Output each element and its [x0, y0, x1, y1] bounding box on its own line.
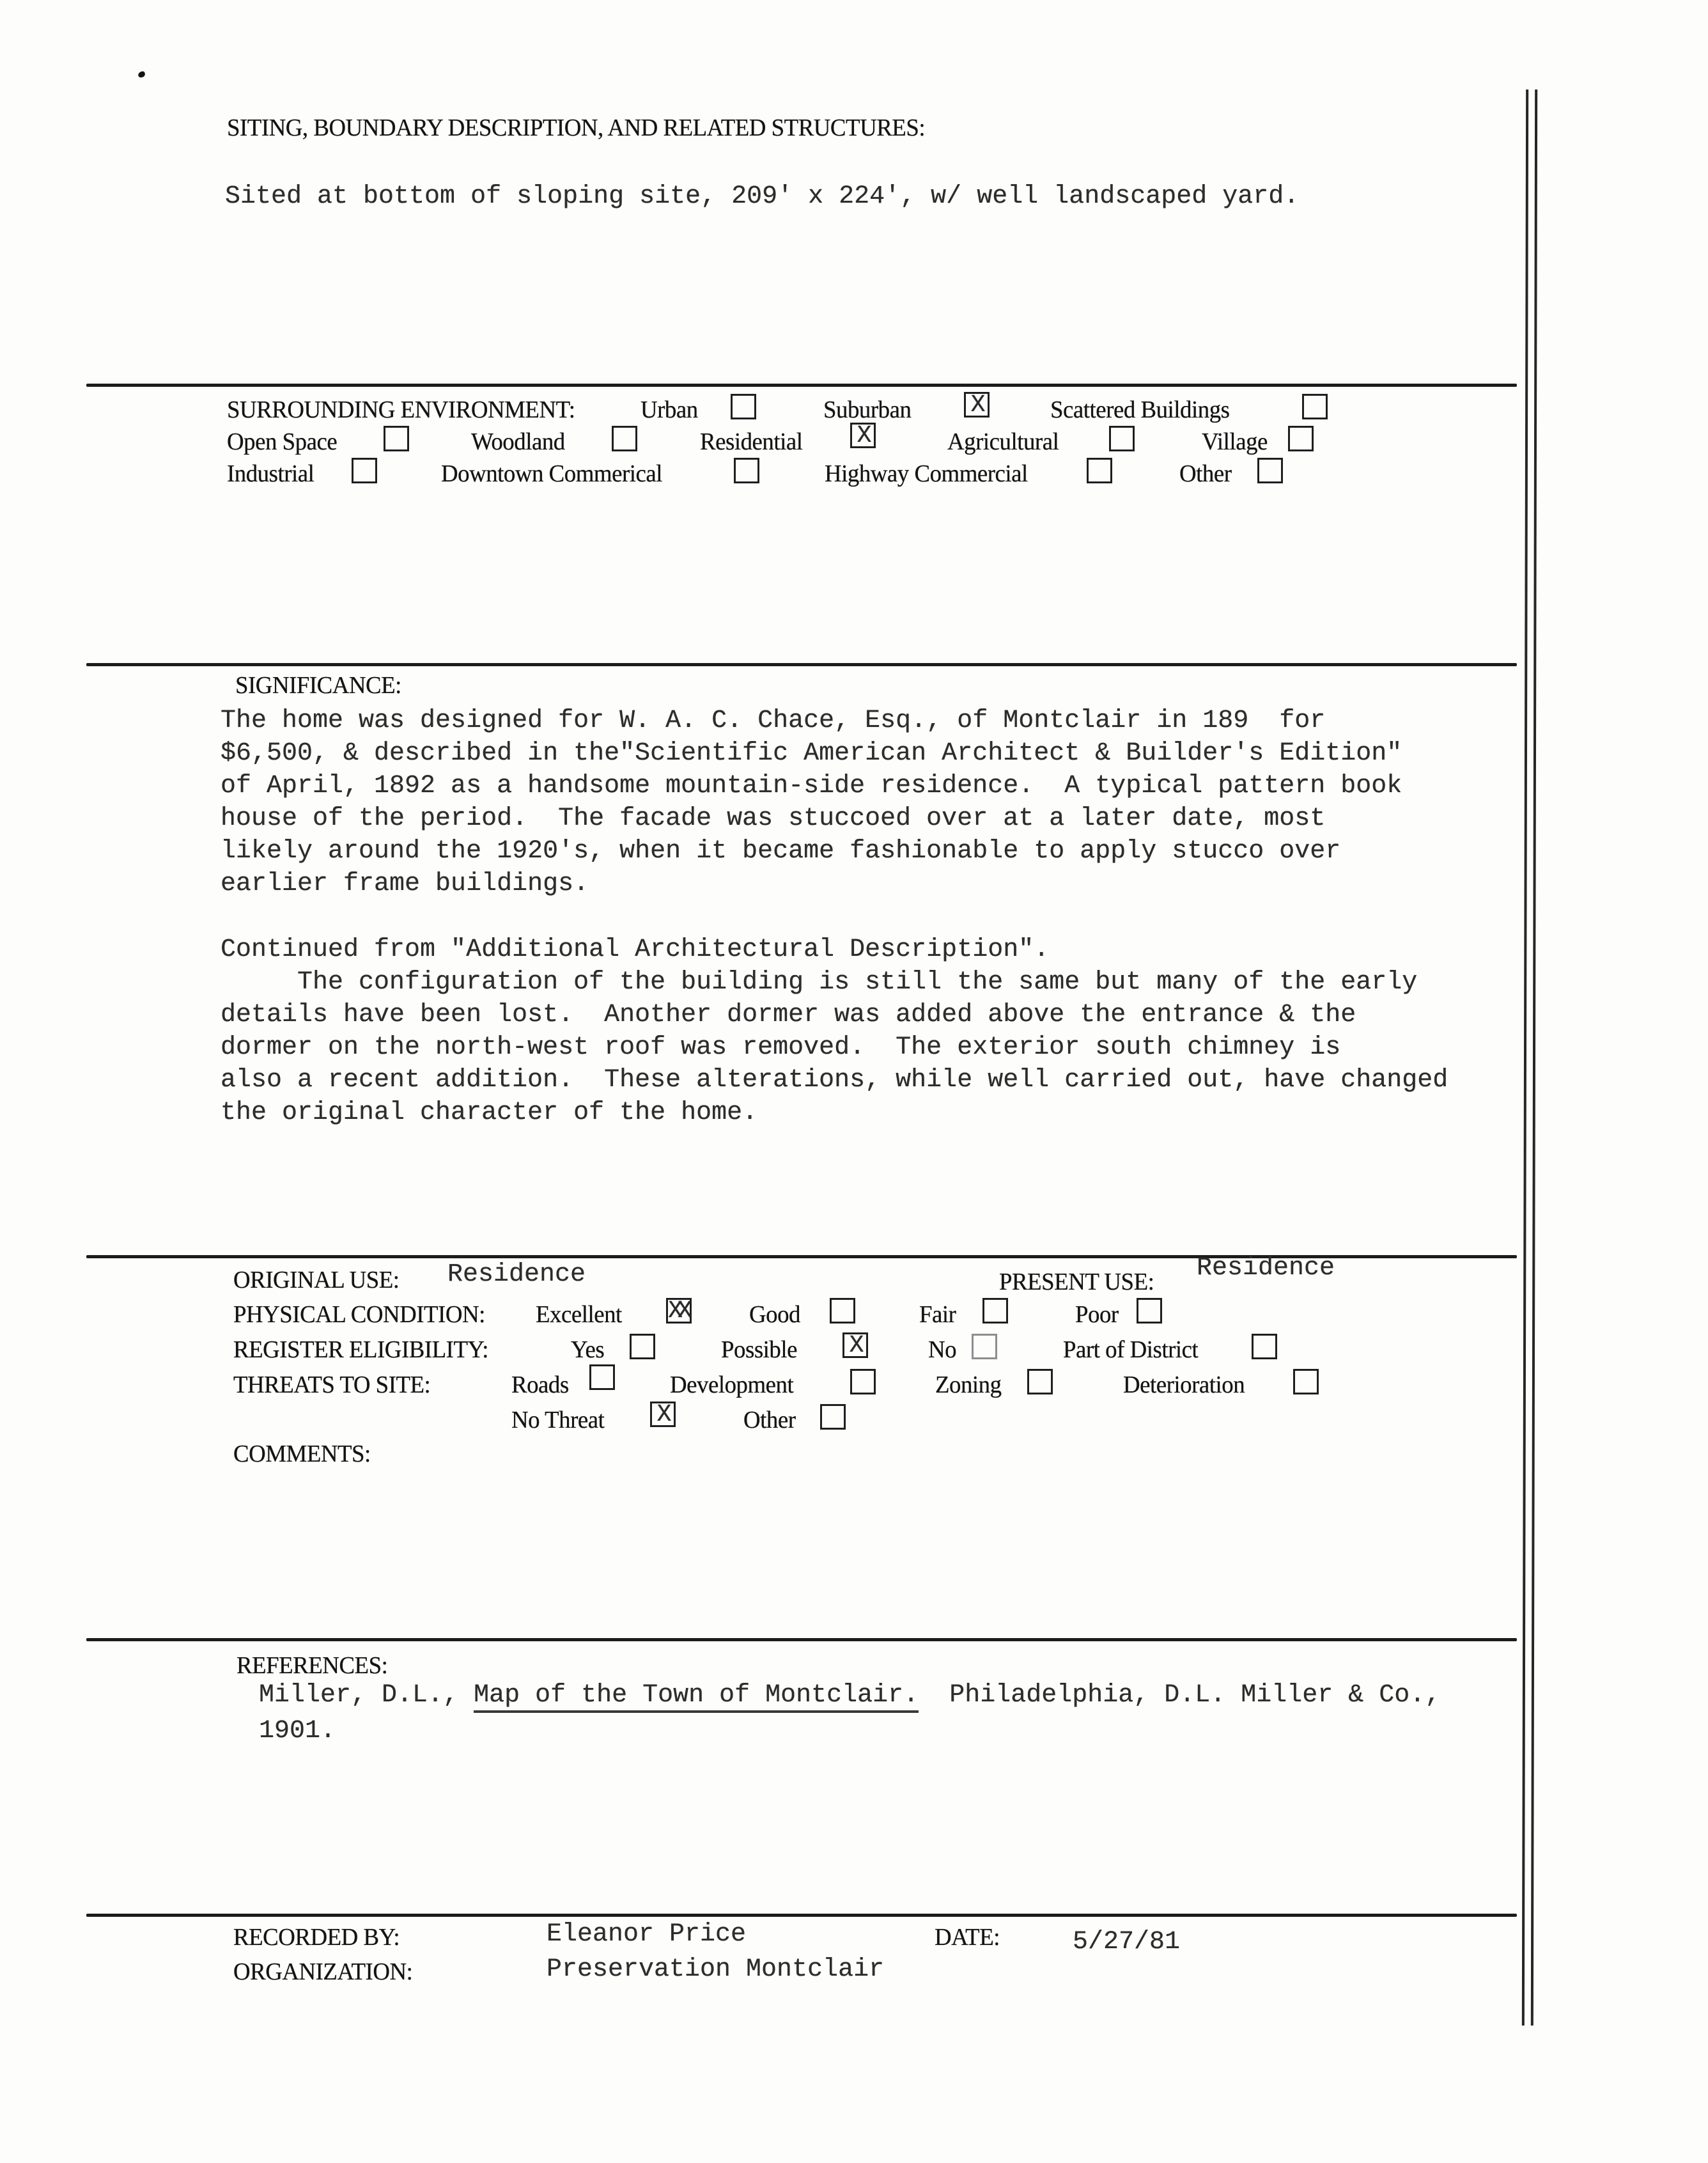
- reference-citation-line2: 1901.: [259, 1717, 336, 1745]
- ink-speck: [137, 71, 146, 79]
- threats-label-development: Development: [670, 1371, 794, 1398]
- eligibility-checkbox-possible-mark: X: [849, 1332, 859, 1359]
- original-use-label: ORIGINAL USE:: [233, 1267, 400, 1293]
- significance-para1-line3: of April, 1892 as a handsome mountain-side residence. A typical pattern book: [221, 772, 1402, 800]
- section-divider-1: [86, 384, 1517, 387]
- threats-checkbox-no-threat[interactable]: [650, 1402, 676, 1427]
- significance-para2-line3: details have been lost. Another dormer was added above the entrance & the: [221, 1001, 1356, 1029]
- significance-para1-line6: earlier frame buildings.: [221, 870, 589, 898]
- significance-para1-line4: house of the period. The facade was stuccoed over at a later date, most: [221, 804, 1326, 833]
- env-checkbox-open-space[interactable]: [384, 426, 409, 451]
- condition-checkbox-fair[interactable]: [982, 1298, 1008, 1324]
- threats-label-zoning: Zoning: [935, 1371, 1002, 1398]
- present-use-label: PRESENT USE:: [999, 1269, 1154, 1295]
- reference-citation-publisher: Philadelphia, D.L. Miller & Co.,: [919, 1681, 1441, 1710]
- env-checkbox-residential[interactable]: [850, 423, 876, 448]
- condition-label-good: Good: [749, 1301, 800, 1328]
- env-checkbox-residential-mark: X: [857, 422, 867, 449]
- threats-checkbox-roads[interactable]: [589, 1364, 615, 1390]
- env-checkbox-woodland[interactable]: [612, 426, 637, 451]
- references-section-label: REFERENCES:: [237, 1652, 388, 1679]
- condition-label-poor: Poor: [1075, 1301, 1119, 1328]
- original-use-value: Residence: [447, 1260, 586, 1289]
- env-label-scattered-buildings: Scattered Buildings: [1050, 396, 1230, 423]
- siting-text: Sited at bottom of sloping site, 209' x 224', w/ well landscaped yard.: [225, 182, 1300, 211]
- env-label-urban: Urban: [640, 396, 698, 423]
- threats-checkbox-zoning[interactable]: [1027, 1369, 1053, 1394]
- significance-para1-line5: likely around the 1920's, when it became fashionable to apply stucco over: [221, 837, 1341, 866]
- significance-para1-line2: $6,500, & described in the"Scientific American Architect & Builder's Edition": [221, 739, 1402, 768]
- env-label-downtown-commerical: Downtown Commerical: [441, 460, 663, 487]
- env-label-other: Other: [1179, 460, 1232, 487]
- eligibility-label-yes: Yes: [571, 1336, 605, 1363]
- eligibility-label-no: No: [928, 1336, 957, 1363]
- eligibility-checkbox-part-of-district[interactable]: [1252, 1334, 1277, 1359]
- env-checkbox-industrial[interactable]: [352, 458, 377, 483]
- recorded-by-value: Eleanor Price: [547, 1920, 747, 1949]
- section-divider-5: [86, 1914, 1517, 1917]
- condition-checkbox-good[interactable]: [830, 1298, 855, 1324]
- env-label-agricultural: Agricultural: [947, 428, 1059, 455]
- condition-checkbox-excellent-mark: XX: [668, 1297, 687, 1325]
- register-eligibility-label: REGISTER ELIGIBILITY:: [233, 1336, 488, 1363]
- env-label-suburban: Suburban: [823, 396, 912, 423]
- env-checkbox-urban[interactable]: [731, 394, 756, 419]
- eligibility-label-possible: Possible: [721, 1336, 798, 1363]
- threats-checkbox-other[interactable]: [820, 1404, 846, 1430]
- present-use-value: Residence: [1197, 1254, 1335, 1283]
- condition-label-excellent: Excellent: [536, 1301, 622, 1328]
- threats-checkbox-no-threat-mark: X: [656, 1401, 667, 1428]
- significance-para2-line6: the original character of the home.: [221, 1098, 758, 1127]
- reference-citation-title: Map of the Town of Montclair.: [474, 1681, 919, 1713]
- organization-value: Preservation Montclair: [547, 1955, 885, 1984]
- significance-section-label: SIGNIFICANCE:: [235, 672, 401, 699]
- threats-to-site-label: THREATS TO SITE:: [233, 1371, 431, 1398]
- env-label-woodland: Woodland: [471, 428, 565, 455]
- binding-line-left: [1522, 90, 1528, 2026]
- eligibility-label-part-of-district: Part of District: [1063, 1336, 1199, 1363]
- env-label-open-space: Open Space: [227, 428, 338, 455]
- env-checkbox-highway-commercial[interactable]: [1087, 458, 1112, 483]
- env-checkbox-suburban[interactable]: [964, 392, 990, 418]
- threats-label-other: Other: [743, 1407, 796, 1433]
- threats-label-deterioration: Deterioration: [1123, 1371, 1245, 1398]
- significance-para2-line5: also a recent addition. These alterations, while well carried out, have changed: [221, 1066, 1448, 1095]
- env-checkbox-downtown-commerical[interactable]: [734, 458, 759, 483]
- date-label: DATE:: [935, 1924, 1000, 1951]
- env-checkbox-village[interactable]: [1288, 426, 1314, 451]
- section-divider-2: [86, 663, 1517, 666]
- env-checkbox-suburban-mark: X: [970, 391, 981, 419]
- siting-section-heading: SITING, BOUNDARY DESCRIPTION, AND RELATED STRUCTURES:: [227, 114, 926, 141]
- significance-para2-line1: Continued from "Additional Architectural Description".: [221, 935, 1050, 964]
- condition-checkbox-poor[interactable]: [1137, 1298, 1162, 1324]
- threats-checkbox-deterioration[interactable]: [1293, 1369, 1319, 1394]
- env-checkbox-agricultural[interactable]: [1109, 426, 1135, 451]
- env-checkbox-scattered-buildings[interactable]: [1302, 394, 1328, 419]
- physical-condition-label: PHYSICAL CONDITION:: [233, 1301, 485, 1328]
- env-checkbox-other[interactable]: [1257, 458, 1283, 483]
- reference-citation-author: Miller, D.L.,: [259, 1681, 474, 1710]
- environment-section-label: SURROUNDING ENVIRONMENT:: [227, 396, 575, 423]
- env-label-industrial: Industrial: [227, 460, 314, 487]
- section-divider-4: [86, 1638, 1517, 1641]
- threats-checkbox-development[interactable]: [850, 1369, 876, 1394]
- env-label-village: Village: [1202, 428, 1268, 455]
- env-label-residential: Residential: [700, 428, 803, 455]
- condition-checkbox-excellent[interactable]: [666, 1298, 692, 1324]
- date-value: 5/27/81: [1073, 1928, 1181, 1956]
- recorded-by-label: RECORDED BY:: [233, 1924, 400, 1951]
- significance-para2-line4: dormer on the north-west roof was removed. The exterior south chimney is: [221, 1033, 1341, 1062]
- eligibility-checkbox-no[interactable]: [972, 1334, 997, 1359]
- threats-label-roads: Roads: [511, 1371, 569, 1398]
- eligibility-checkbox-yes[interactable]: [630, 1334, 655, 1359]
- eligibility-checkbox-possible[interactable]: [842, 1332, 868, 1358]
- env-label-highway-commercial: Highway Commercial: [825, 460, 1028, 487]
- binding-line-right: [1531, 90, 1537, 2026]
- significance-para1-line1: The home was designed for W. A. C. Chace, Esq., of Montclair in 189 for: [221, 707, 1326, 735]
- significance-para2-line2: The configuration of the building is still the same but many of the early: [221, 968, 1418, 997]
- threats-label-no-threat: No Threat: [511, 1407, 605, 1433]
- reference-citation-line1: [259, 1679, 1440, 1712]
- condition-label-fair: Fair: [919, 1301, 956, 1328]
- comments-label: COMMENTS:: [233, 1441, 371, 1467]
- organization-label: ORGANIZATION:: [233, 1958, 413, 1985]
